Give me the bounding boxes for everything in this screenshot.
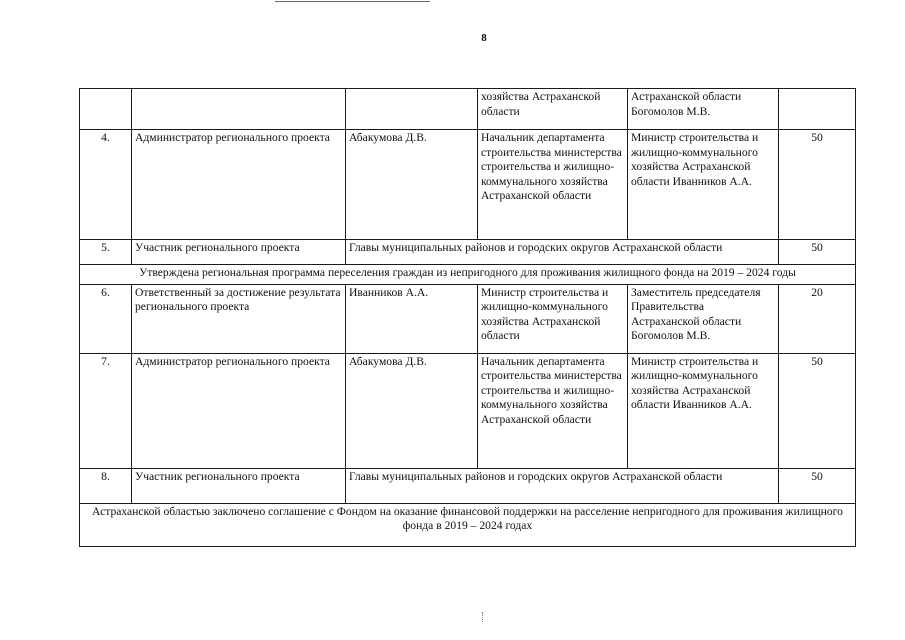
- manager-cell: Министр строительства и жилищно-коммунального хозяйства Астраханской области Иванников А.А.: [628, 353, 779, 468]
- top-rule: [275, 1, 430, 2]
- table-row: [80, 468, 856, 503]
- role-cell: Участник регионального проекта: [132, 468, 346, 503]
- row-number: 4.: [80, 130, 132, 240]
- supervisor-cell: Начальник департамента строительства министерства строительства и жилищно-коммунального хозяйства Астраханской области: [478, 353, 628, 468]
- supervisor-cell: Начальник департамента строительства министерства строительства и жилищно-коммунального хозяйства Астраханской области: [478, 130, 628, 240]
- person-cell: Абакумова Д.В.: [346, 353, 478, 468]
- table-row: [80, 130, 856, 240]
- percent-cell: [779, 89, 856, 130]
- section-note: Астраханской областью заключено соглашение с Фондом на оказание финансовой поддержки на расселение непригодного для проживания жилищного фонда в 2019 – 2024 годах: [80, 503, 856, 546]
- table-row: [80, 89, 856, 130]
- role-cell: Участник регионального проекта: [132, 240, 346, 265]
- person-cell: Абакумова Д.В.: [346, 130, 478, 240]
- person-cell: [346, 89, 478, 130]
- row-number: 6.: [80, 284, 132, 353]
- merged-responsible-cell: Главы муниципальных районов и городских округов Астраханской области: [346, 468, 779, 503]
- row-number: 5.: [80, 240, 132, 265]
- percent-cell: 50: [779, 130, 856, 240]
- role-cell: Ответственный за достижение результата регионального проекта: [132, 284, 346, 353]
- person-cell: Иванников А.А.: [346, 284, 478, 353]
- percent-cell: 20: [779, 284, 856, 353]
- manager-cell: Астраханской области Богомолов М.В.: [628, 89, 779, 130]
- percent-cell: 50: [779, 240, 856, 265]
- scan-mark: [482, 612, 486, 622]
- role-cell: Администратор регионального проекта: [132, 130, 346, 240]
- project-roles-table: [79, 88, 856, 547]
- table-row: [80, 284, 856, 353]
- row-number: [80, 89, 132, 130]
- table-row: [80, 353, 856, 468]
- supervisor-cell: хозяйства Астраханской области: [478, 89, 628, 130]
- percent-cell: 50: [779, 468, 856, 503]
- row-number: 8.: [80, 468, 132, 503]
- row-number: 7.: [80, 353, 132, 468]
- page-number: 8: [481, 32, 487, 44]
- manager-cell: Заместитель председателя Правительства Астраханской области Богомолов М.В.: [628, 284, 779, 353]
- table-row: [80, 240, 856, 265]
- table-row-note: [80, 503, 856, 546]
- manager-cell: Министр строительства и жилищно-коммунального хозяйства Астраханской области Иванников А.А.: [628, 130, 779, 240]
- role-cell: [132, 89, 346, 130]
- role-cell: Администратор регионального проекта: [132, 353, 346, 468]
- supervisor-cell: Министр строительства и жилищно-коммунального хозяйства Астраханской области: [478, 284, 628, 353]
- section-note: Утверждена региональная программа переселения граждан из непригодного для проживания жилищного фонда на 2019 – 2024 годы: [80, 265, 856, 285]
- table-row-note: [80, 265, 856, 285]
- merged-responsible-cell: Главы муниципальных районов и городских округов Астраханской области: [346, 240, 779, 265]
- percent-cell: 50: [779, 353, 856, 468]
